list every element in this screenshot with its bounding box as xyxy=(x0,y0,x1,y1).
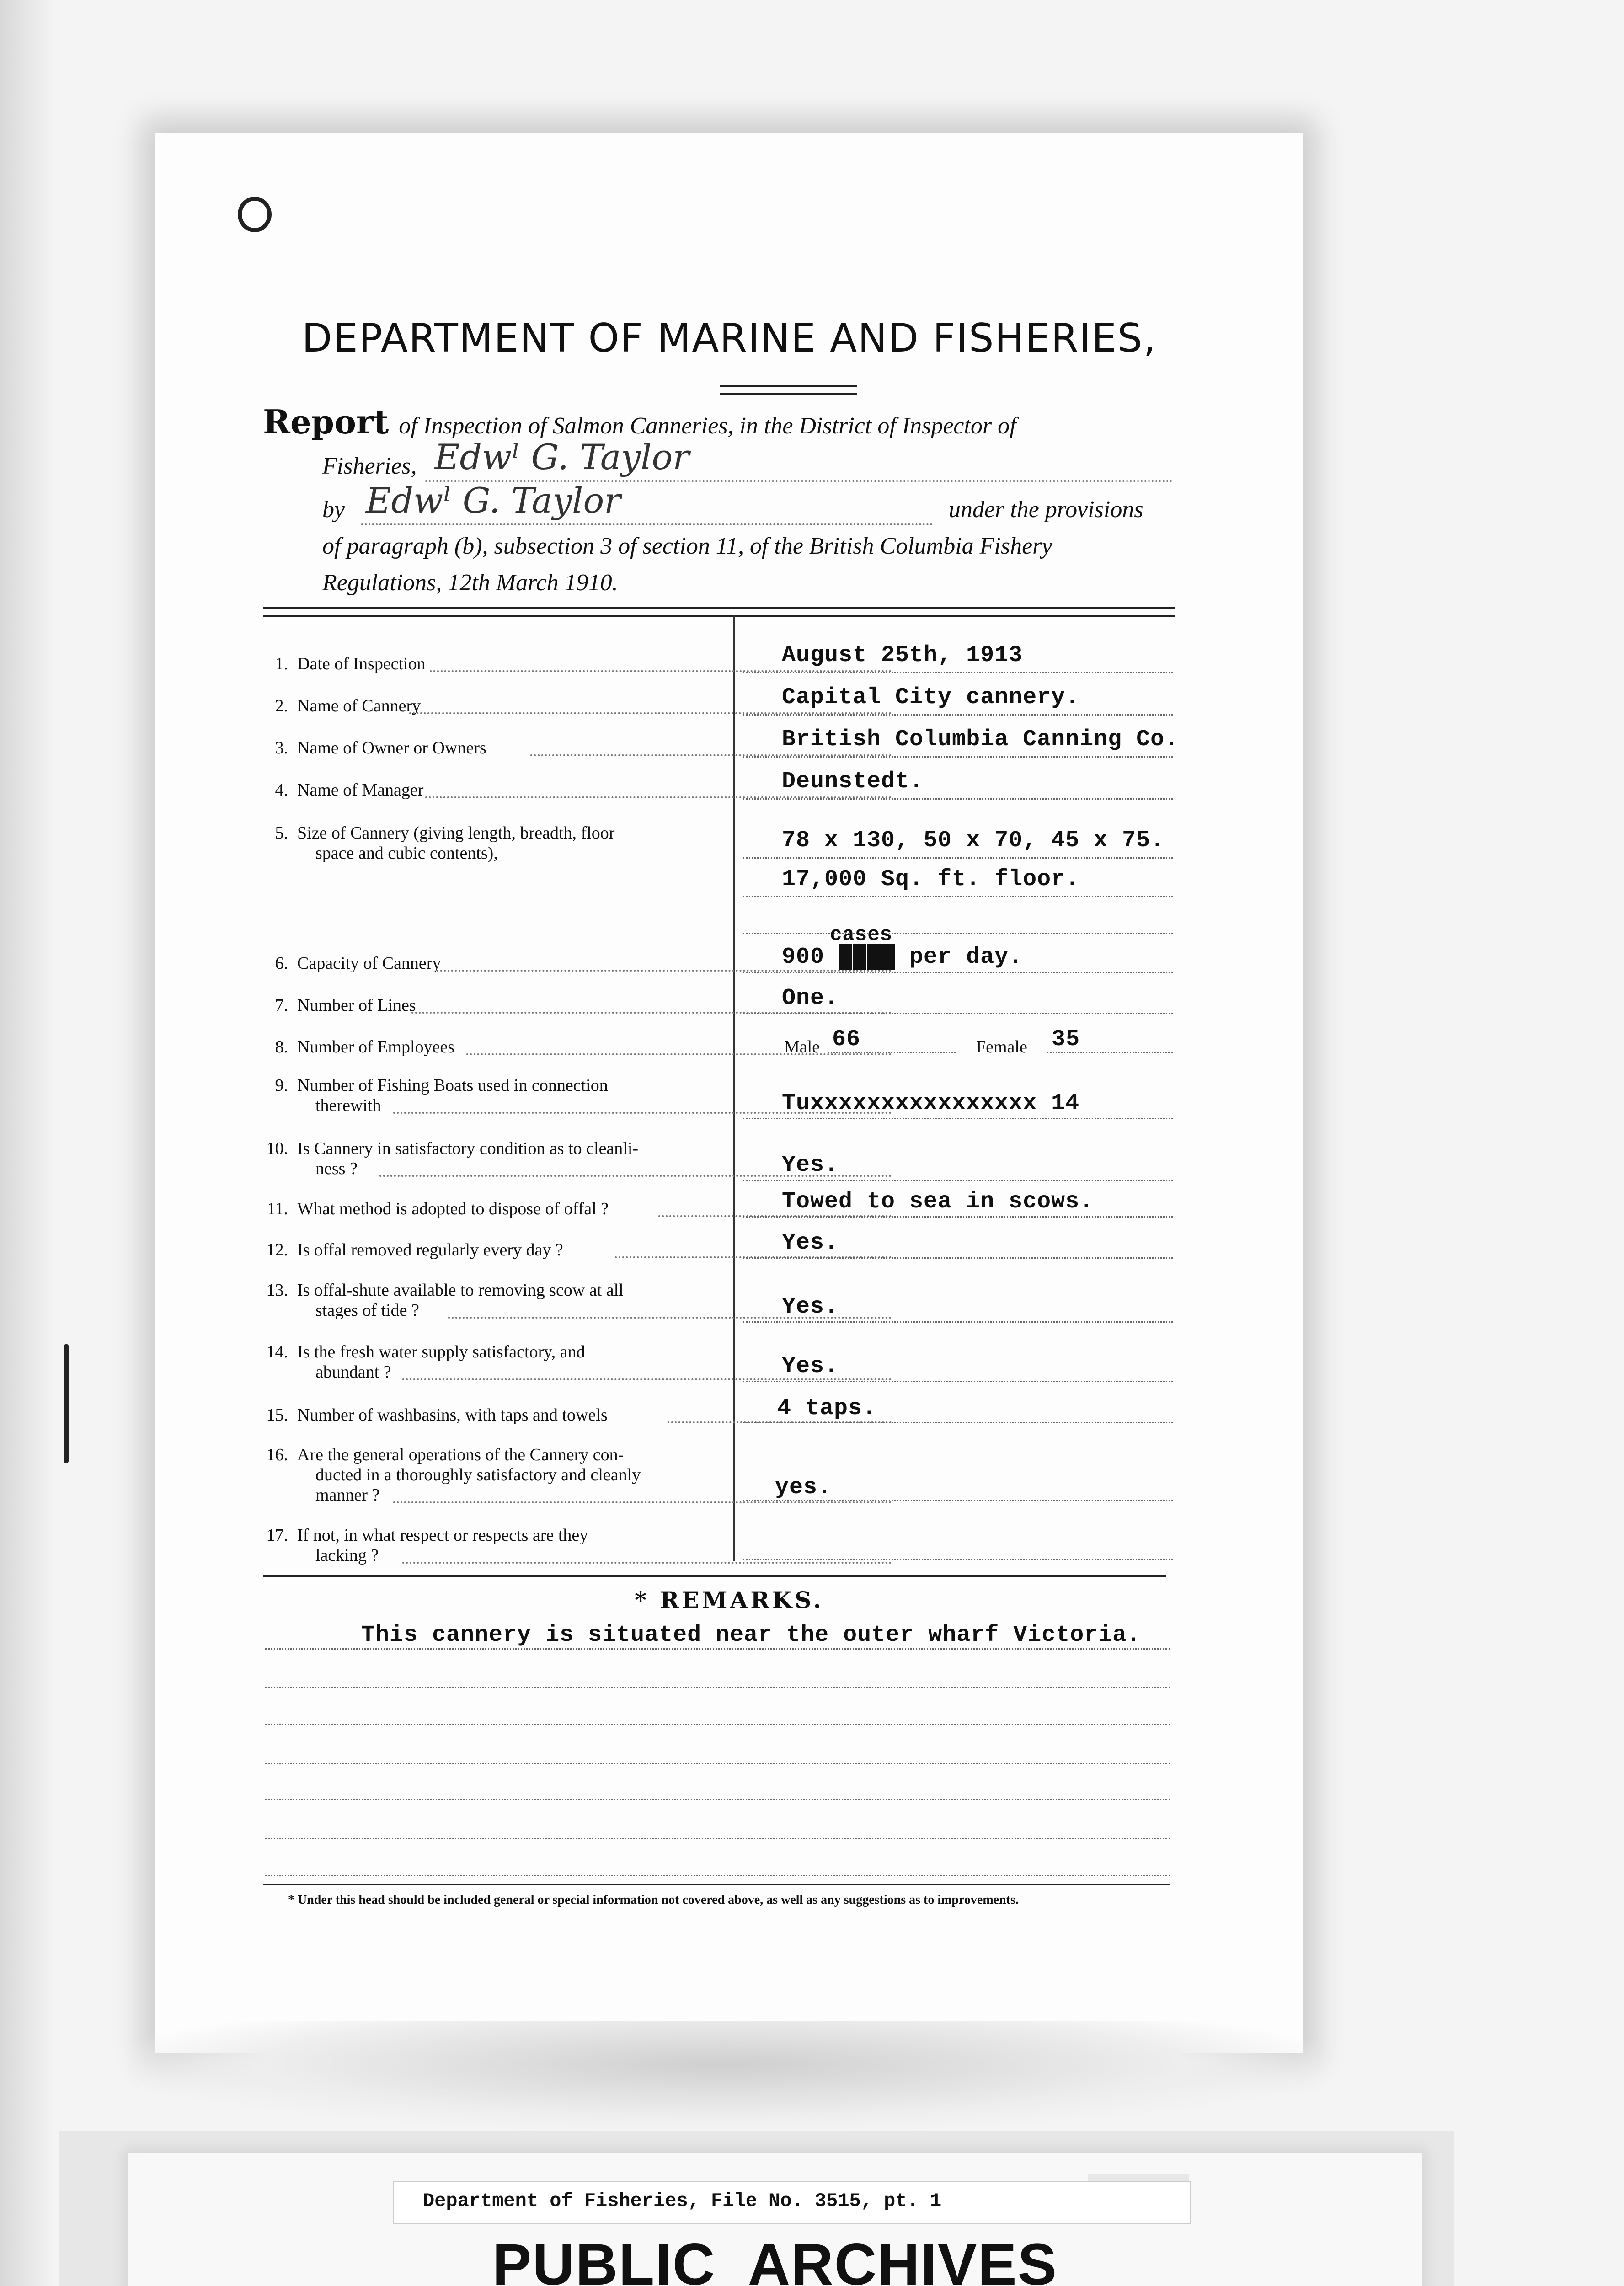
answer-10: Yes. xyxy=(782,1152,839,1178)
by-dotline xyxy=(361,523,933,525)
remarks-text: This cannery is situated near the outer wharf Victoria. xyxy=(361,1622,1141,1648)
intro-line-3: Regulations, 12th March 1910. xyxy=(322,570,618,596)
answer-2: Capital City cannery. xyxy=(782,684,1080,710)
answer-11: Towed to sea in scows. xyxy=(782,1189,1094,1215)
archive-line-public-archives: PUBLIC ARCHIVES xyxy=(492,2232,1058,2286)
female-count: 35 xyxy=(1052,1026,1080,1052)
scan-mark xyxy=(64,1344,69,1463)
provisions-text: under the provisions xyxy=(949,497,1143,523)
column-divider xyxy=(733,615,735,1561)
by-label: by xyxy=(322,497,345,523)
file-label: Department of Fisheries, File No. 3515, pt. 1 xyxy=(423,2190,942,2212)
department-title: DEPARTMENT OF MARINE AND FISHERIES, xyxy=(302,315,1157,361)
report-word: Report xyxy=(263,402,389,441)
remarks-rule xyxy=(263,1575,1166,1577)
answer-7: One. xyxy=(782,985,839,1011)
answer-16: yes. xyxy=(775,1474,832,1501)
answer-14: Yes. xyxy=(782,1353,839,1379)
answer-6-cases: cases xyxy=(830,924,893,946)
footnote: * Under this head should be included general or special information not covered above, as well as any suggestions as to improvements. xyxy=(288,1893,1019,1907)
male-count: 66 xyxy=(832,1026,861,1052)
fisheries-signature: Edwˡ G. Taylor xyxy=(434,437,689,477)
answer-13: Yes. xyxy=(782,1294,839,1320)
answer-5-line-2: 17,000 Sq. ft. floor. xyxy=(782,866,1080,892)
answer-12: Yes. xyxy=(782,1230,839,1256)
remarks-heading: * REMARKS. xyxy=(634,1586,824,1613)
answer-3: British Columbia Canning Co. xyxy=(782,726,1179,753)
answer-6: 900 ████ per day. xyxy=(782,944,1023,970)
intro-line-2: of paragraph (b), subsection 3 of section 11, of the British Columbia Fishery xyxy=(322,533,1052,559)
header-double-rule xyxy=(263,607,1175,617)
footnote-rule xyxy=(263,1884,1170,1885)
scan-edge-shadow xyxy=(0,0,55,2286)
answer-5: 78 x 130, 50 x 70, 45 x 75. xyxy=(782,828,1165,854)
intro-line-1-text: of Inspection of Salmon Canneries, in the District of Inspector of xyxy=(399,413,1016,439)
title-rule xyxy=(720,385,857,395)
report-intro-line-1 xyxy=(263,402,1016,441)
paper-bottom-shadow xyxy=(128,2021,1317,2131)
answer-15: 4 taps. xyxy=(777,1395,877,1421)
answer-4: Deunstedt. xyxy=(782,769,924,795)
punch-hole xyxy=(238,197,272,232)
answer-9: Tuxxxxxxxxxxxxxxxx 14 xyxy=(782,1090,1080,1116)
answer-1: August 25th, 1913 xyxy=(782,642,1023,668)
female-label: Female xyxy=(976,1037,1027,1057)
by-signature: Edwˡ G. Taylor xyxy=(366,480,621,521)
fisheries-label: Fisheries, xyxy=(322,453,417,479)
male-label: Male xyxy=(784,1037,820,1057)
